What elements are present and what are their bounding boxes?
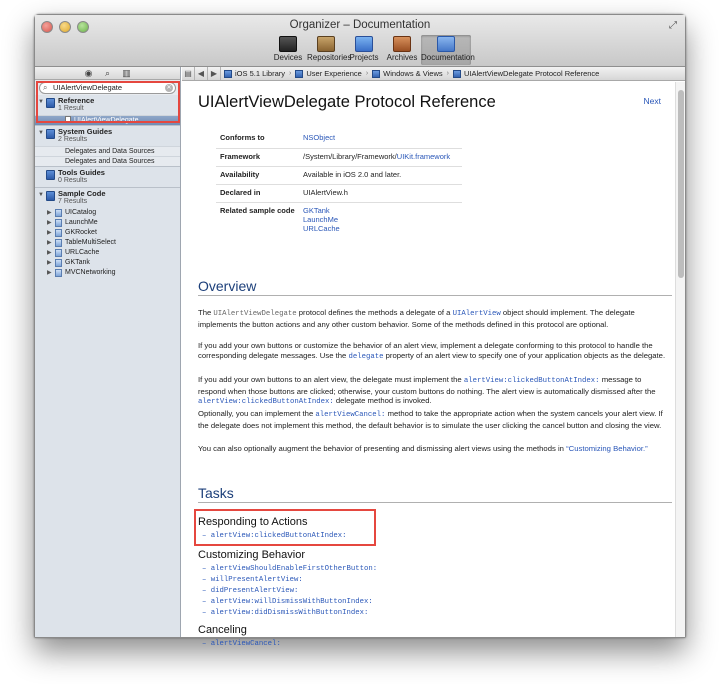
text: property of an alert view to specify one of your application objects as the delegate. — [383, 350, 666, 360]
guide-book-icon — [46, 170, 55, 180]
results-system-guides — [35, 126, 180, 166]
disclosure-triangle-icon[interactable]: ▼ — [38, 130, 44, 136]
project-icon — [55, 259, 62, 267]
section-count: 1 Result — [58, 105, 84, 112]
crumb-library[interactable] — [221, 69, 288, 78]
meta-row-related — [216, 202, 462, 236]
toolbar-repositories-button[interactable] — [307, 35, 352, 65]
crumb-user-experience[interactable] — [292, 69, 364, 78]
result-uialertviewdelegate[interactable] — [35, 115, 180, 125]
meta-key: Availability — [220, 170, 260, 179]
crumb-windows-views[interactable] — [369, 69, 445, 78]
project-icon — [55, 269, 62, 277]
sample-label: GKRocket — [65, 229, 97, 236]
text: delegate method is invoked. — [333, 396, 432, 406]
results-sample-code — [35, 188, 180, 278]
overview-paragraph-5 — [198, 444, 666, 454]
sample-launchme[interactable] — [35, 218, 180, 228]
scroll-thumb[interactable] — [678, 90, 684, 278]
section-header-tools-guides[interactable] — [35, 167, 180, 187]
project-icon — [55, 219, 62, 227]
text: method to take the appropriate action when the system cancels your alert view. If the delegate does not implement this method, the default behavior is to simulate the user clicking the cancel button and closing the view. — [198, 409, 663, 430]
project-icon — [55, 249, 62, 257]
clear-search-icon[interactable]: ✕ — [166, 85, 172, 91]
repositories-icon — [317, 36, 335, 52]
disclosure-triangle-icon[interactable]: ▶ — [47, 230, 52, 236]
task-heading-canceling: Canceling — [198, 624, 247, 636]
overview-paragraph-1 — [198, 308, 666, 329]
window-title: Organizer – Documentation — [289, 19, 431, 31]
task-link[interactable]: – alertView:clickedButtonAtIndex: — [202, 532, 347, 540]
section-title: Sample Code — [58, 189, 106, 198]
crumb-label: iOS 5.1 Library — [235, 69, 286, 78]
disclosure-triangle-icon[interactable]: ▶ — [47, 240, 52, 246]
sample-label: MVCNetworking — [65, 269, 116, 276]
meta-key: Related sample code — [220, 206, 295, 215]
toolbar-repositories-label: Repositories — [307, 53, 352, 62]
devices-icon — [279, 36, 297, 52]
sidebar-tabs — [35, 67, 180, 80]
crumb-separator-icon: › — [446, 70, 449, 77]
nsobject-link[interactable]: NSObject — [303, 133, 336, 142]
sidebar — [35, 67, 181, 637]
disclosure-triangle-icon[interactable]: ▶ — [47, 270, 52, 276]
related-sample-link[interactable]: URLCache — [303, 224, 340, 233]
organizer-window — [34, 14, 686, 648]
uikit-framework-link[interactable]: UIKit.framework — [396, 152, 451, 161]
section-title: System Guides — [58, 127, 113, 136]
tasks-heading: Tasks — [198, 485, 672, 503]
sample-tablemultiselect[interactable] — [35, 238, 180, 248]
sample-gktank[interactable] — [35, 258, 180, 268]
overview-paragraph-3 — [198, 375, 666, 408]
disclosure-triangle-icon[interactable]: ▼ — [38, 99, 44, 105]
clicked-button-link[interactable]: alertView:clickedButtonAtIndex: — [463, 377, 600, 385]
crumb-separator-icon: › — [365, 70, 369, 77]
toolbar-documentation-label: Documentation — [421, 53, 475, 62]
fullscreen-icon[interactable]: ⤢ — [669, 20, 677, 31]
section-header-system-guides[interactable] — [35, 126, 180, 146]
path-bar — [182, 67, 685, 81]
forward-button[interactable]: ▶ — [208, 67, 221, 80]
toolbar-projects-label: Projects — [349, 53, 379, 62]
task-link[interactable]: – alertViewCancel: — [202, 640, 281, 648]
projects-icon — [355, 36, 373, 52]
meta-row-declared — [216, 184, 462, 202]
search-wrap — [35, 80, 180, 95]
section-title: Tools Guides — [58, 168, 105, 177]
section-count: 0 Results — [58, 177, 88, 184]
task-link[interactable]: – didPresentAlertView: — [202, 587, 299, 595]
disclosure-triangle-icon[interactable]: ▶ — [47, 220, 52, 226]
task-link[interactable]: – alertView:didDismissWithButtonIndex: — [202, 609, 369, 617]
disclosure-triangle-icon[interactable]: ▶ — [47, 260, 52, 266]
text: object should implement. The delegate implements the button actions and any other custom behavior. Some of the methods defined in this protocol are optional. — [198, 308, 635, 329]
content-scrollbar[interactable] — [675, 82, 685, 637]
disclosure-triangle-icon[interactable]: ▶ — [47, 210, 52, 216]
folder-icon — [295, 70, 303, 78]
related-sample-link[interactable]: GKTank — [303, 206, 330, 215]
crumb-protocol-reference[interactable] — [450, 69, 602, 78]
meta-key: Declared in — [220, 188, 261, 197]
toolbar-projects-button[interactable] — [345, 35, 383, 65]
search-input[interactable] — [39, 82, 176, 94]
framework-path: /System/Library/Framework/ — [303, 152, 397, 161]
documentation-icon — [437, 36, 455, 52]
sample-gkrocket[interactable] — [35, 228, 180, 238]
document-icon — [453, 70, 461, 78]
code-term: UIAlertViewDelegate — [213, 310, 297, 318]
search-value: UIAlertViewDelegate — [53, 83, 123, 92]
sample-label: TableMultiSelect — [65, 239, 116, 246]
sample-uicatalog[interactable] — [35, 208, 180, 218]
meta-row-availability — [216, 166, 462, 184]
delegate-property-link[interactable]: delegate — [348, 352, 384, 361]
task-link[interactable]: – alertView:willDismissWithButtonIndex: — [202, 598, 373, 606]
meta-row-framework — [216, 148, 462, 166]
disclosure-triangle-icon[interactable]: ▶ — [47, 250, 52, 256]
explore-tab-icon[interactable]: ◉ — [84, 68, 93, 78]
toolbar-documentation-button[interactable] — [421, 35, 475, 65]
task-link[interactable]: – willPresentAlertView: — [202, 576, 303, 584]
toolbar-devices-button[interactable] — [269, 35, 307, 65]
search-icon: ⌕ — [43, 83, 48, 92]
uialertview-link[interactable]: UIAlertView — [452, 310, 501, 318]
alert-view-cancel-link[interactable]: alertViewCancel: — [315, 411, 386, 419]
library-icon — [224, 70, 232, 78]
meta-key: Conforms to — [220, 133, 265, 142]
crumb-label: Windows & Views — [383, 69, 443, 78]
text: You can also optionally augment the behavior of presenting and dismissing alert views using the methods in — [198, 444, 567, 453]
crumb-separator-icon: › — [289, 70, 292, 77]
text: If you add your own buttons or customize the behavior of an alert view, implement a delegate conforming to this protocol to handle the corresponding delegate messages. Use the — [198, 341, 653, 360]
text: Optionally, you can implement the — [198, 409, 316, 418]
task-heading-responding: Responding to Actions — [198, 516, 308, 528]
toolbar-devices-label: Devices — [273, 53, 303, 62]
sample-label: URLCache — [65, 249, 100, 256]
archives-icon — [393, 36, 411, 52]
overview-paragraph-2 — [198, 341, 666, 362]
task-heading-customizing: Customizing Behavior — [198, 549, 305, 561]
related-sample-link[interactable]: LaunchMe — [303, 215, 339, 224]
bookmarks-tab-icon[interactable]: ▥ — [122, 68, 131, 78]
toolbar-archives-label: Archives — [386, 53, 418, 62]
page-title: UIAlertViewDelegate Protocol Reference — [198, 93, 496, 111]
text: If you add your own buttons to an alert view, the delegate must implement the — [198, 375, 464, 384]
text: message to respond when those buttons are clicked; otherwise, your custom buttons do nothing. The alert view is automatically dismissed after the — [198, 375, 656, 396]
availability-value: Available in iOS 2.0 and later. — [303, 170, 402, 179]
text: The — [198, 308, 214, 317]
section-header-sample-code[interactable] — [35, 188, 180, 208]
declared-value: UIAlertView.h — [303, 188, 348, 197]
page-icon — [65, 116, 71, 123]
sample-label: UICatalog — [65, 209, 97, 216]
overview-heading: Overview — [198, 278, 672, 296]
result-label: UIAlertViewDelegate — [74, 117, 139, 124]
project-icon — [55, 239, 62, 247]
sample-mvcnetworking[interactable] — [35, 268, 180, 278]
sidebar-toggle-icon[interactable]: ▤ — [182, 67, 195, 80]
back-button[interactable]: ◀ — [195, 67, 208, 80]
search-tab-icon[interactable]: ⌕ — [104, 68, 111, 78]
crumb-label: User Experience — [306, 69, 362, 78]
meta-key: Framework — [220, 152, 261, 161]
section-count: 2 Results — [58, 136, 88, 143]
task-link[interactable]: – alertViewShouldEnableFirstOtherButton: — [202, 565, 378, 573]
project-icon — [55, 229, 62, 237]
result-delegates-data-sources-2[interactable]: Delegates and Data Sources — [35, 156, 180, 166]
text: protocol defines the methods a delegate of a — [296, 308, 453, 317]
reference-meta-table — [216, 130, 462, 236]
guide-book-icon — [46, 129, 55, 139]
clicked-button-link[interactable]: alertView:clickedButtonAtIndex: — [198, 398, 334, 407]
reference-book-icon — [46, 98, 55, 108]
sample-urlcache[interactable] — [35, 248, 180, 258]
results-tools-guides — [35, 167, 180, 187]
meta-row-conforms — [216, 130, 462, 148]
next-link[interactable]: Next — [643, 96, 661, 106]
section-count: 7 Results — [58, 198, 88, 205]
sample-label: LaunchMe — [65, 219, 98, 226]
folder-icon — [372, 70, 380, 78]
project-icon — [55, 209, 62, 217]
toolbar-archives-button[interactable] — [383, 35, 421, 65]
disclosure-triangle-icon[interactable]: ▼ — [38, 192, 44, 198]
crumb-label: UIAlertViewDelegate Protocol Reference — [463, 69, 600, 78]
toolbar — [269, 35, 475, 65]
title-bar — [35, 15, 685, 67]
overview-paragraph-4 — [198, 409, 666, 430]
results-reference — [35, 95, 180, 125]
section-title: Reference — [58, 96, 95, 105]
customizing-behavior-link[interactable]: “Customizing Behavior.” — [566, 444, 648, 453]
sample-code-icon — [46, 191, 55, 201]
result-delegates-data-sources-1[interactable]: Delegates and Data Sources — [35, 146, 180, 156]
section-header-reference[interactable] — [35, 95, 180, 115]
sample-label: GKTank — [65, 259, 90, 266]
documentation-content — [182, 82, 675, 648]
